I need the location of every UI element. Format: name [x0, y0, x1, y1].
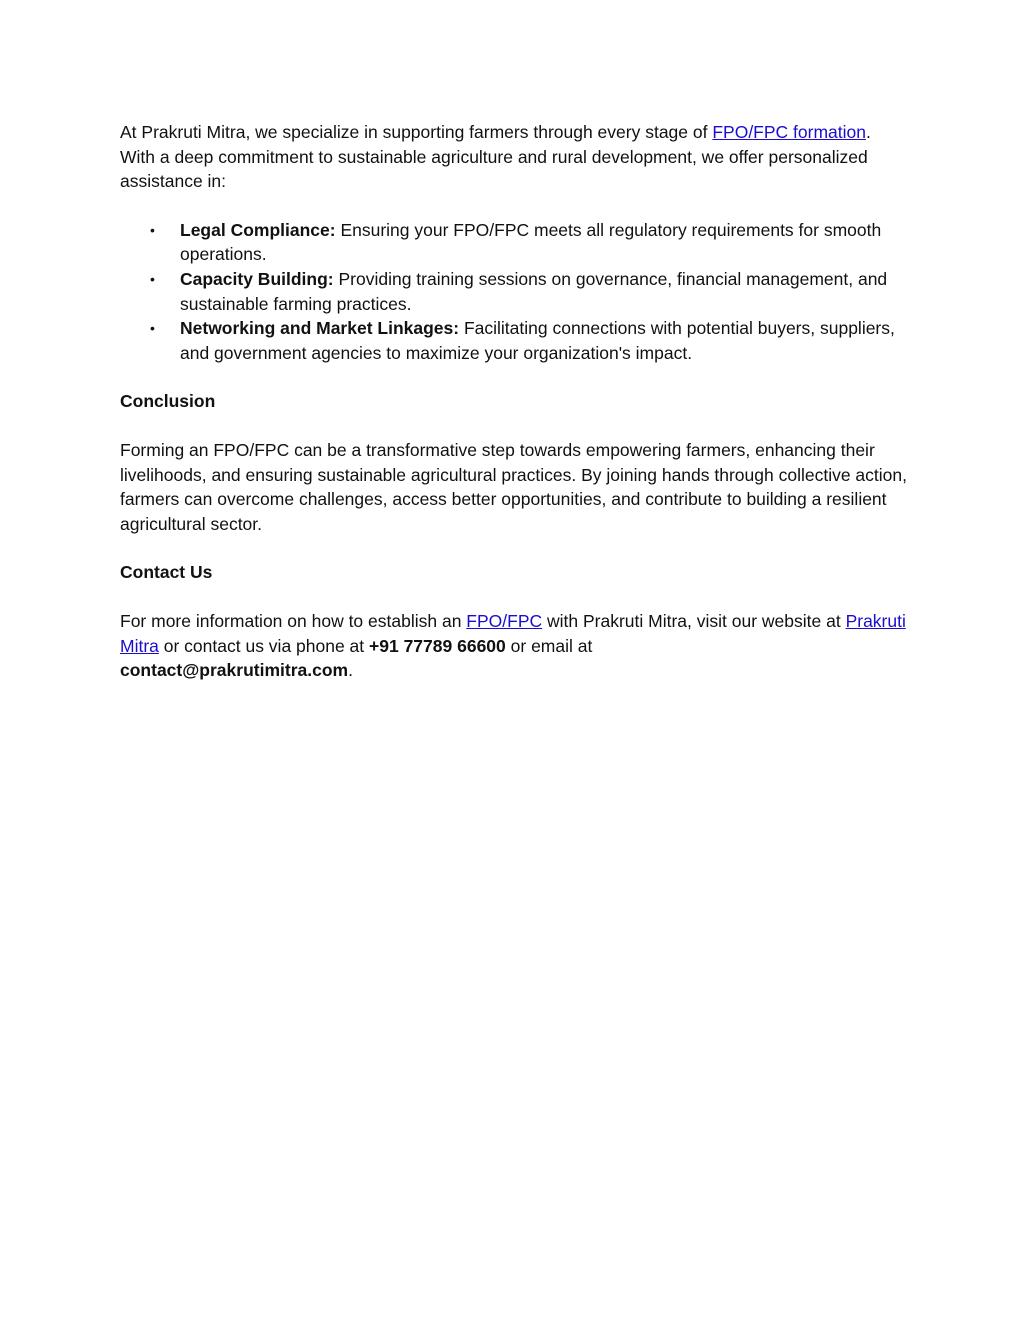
services-list — [120, 218, 910, 366]
bullet-icon: • — [150, 221, 155, 238]
intro-text-end: . With a deep commitment to sustainable agriculture and rural development, we offer personalized assistance in: — [120, 122, 871, 192]
intro-text-start: At Prakruti Mitra, we specialize in supporting farmers through every stage of — [120, 122, 713, 142]
contact-text: . — [348, 660, 353, 681]
service-description: Facilitating connections with potential buyers, suppliers, and government agencies to maximize your organization's impact. — [180, 318, 895, 363]
list-item — [150, 267, 910, 316]
service-title: Legal Compliance: — [180, 219, 336, 240]
contact-heading: Contact Us — [120, 562, 213, 583]
service-title: Capacity Building: — [180, 268, 334, 289]
contact-text: or email at — [505, 635, 593, 656]
list-item — [150, 218, 910, 267]
intro-paragraph — [120, 120, 910, 194]
document-page — [120, 120, 910, 707]
conclusion-heading: Conclusion — [120, 391, 216, 412]
list-item — [150, 316, 910, 365]
website-link[interactable]: Prakruti Mitra — [120, 610, 906, 656]
service-title: Networking and Market Linkages: — [180, 318, 460, 339]
conclusion-paragraph: Forming an FPO/FPC can be a transformative step towards empowering farmers, enhancing their livelihoods, and ensuring sustainable agricultural practices. By joining hands through collective action, farmers can overcome challenges, access better opportunities, and contribute to building a resilient agricultural sector. — [120, 439, 907, 534]
service-description: Providing training sessions on governance, financial management, and sustainable farming practices. — [180, 268, 888, 314]
contact-paragraph — [120, 609, 910, 683]
contact-text: For more information on how to establish an — [120, 610, 467, 631]
bullet-icon: • — [150, 270, 155, 287]
phone-number: +91 77789 66600 — [369, 635, 506, 656]
email-address: contact@prakrutimitra.com — [120, 660, 349, 681]
contact-text: or contact us via phone at — [158, 635, 370, 656]
fpo-fpc-link[interactable]: FPO/FPC — [466, 610, 543, 631]
fpo-formation-link[interactable]: FPO/FPC formation — [712, 122, 866, 142]
bullet-icon: • — [150, 320, 155, 337]
contact-text: with Prakruti Mitra, visit our website at — [542, 610, 846, 631]
service-description: Ensuring your FPO/FPC meets all regulatory requirements for smooth operations. — [180, 219, 882, 265]
